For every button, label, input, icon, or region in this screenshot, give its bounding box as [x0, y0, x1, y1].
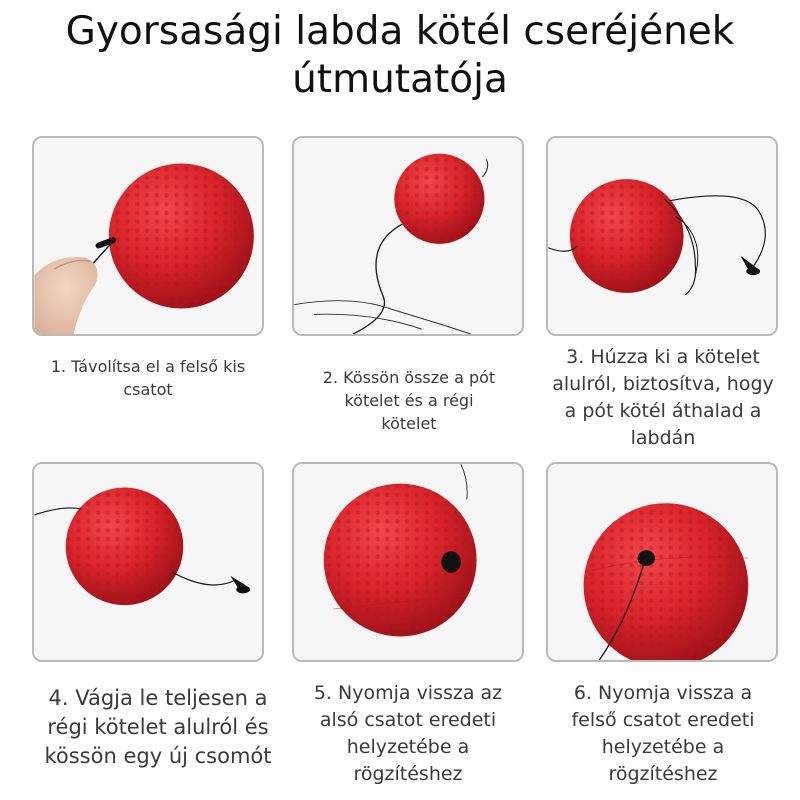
- step-1-image: [32, 136, 264, 336]
- step-4-caption: 4. Vágja le teljesen a régi kötelet alulról és kössön egy új csomót: [44, 686, 272, 768]
- step-3-caption: 3. Húzza ki a kötelet alulról, biztosítva, hogy a pót kötél áthalad a labdán: [552, 346, 774, 449]
- step-2-caption: 2. Kössön össze a pót kötelet és a régi kötelet: [322, 368, 496, 433]
- ball-with-bottom-clip-illustration: [294, 464, 522, 660]
- ball-with-tied-rope-illustration: [294, 138, 522, 334]
- step-5-caption: 5. Nyomja vissza az alsó csatot eredeti helyzetébe a rögzítéshez: [313, 682, 503, 785]
- step-6-image: [546, 462, 778, 662]
- ball-with-hand-illustration: [34, 138, 262, 334]
- step-3-image: [546, 136, 778, 336]
- title-line-1: Gyorsasági labda kötél cseréjének: [65, 9, 735, 54]
- step-2-image: [292, 136, 524, 336]
- step-4-image: [32, 462, 264, 662]
- page-title: [0, 8, 800, 104]
- ball-with-new-knot-illustration: [34, 464, 262, 660]
- step-1-caption: 1. Távolítsa el a felső kis csatot: [50, 357, 246, 399]
- ball-with-rope-pulled-through-illustration: [548, 138, 776, 334]
- step-6-caption: 6. Nyomja vissza a felső csatot eredeti helyzetébe a rögzítéshez: [571, 682, 755, 785]
- step-5-image: [292, 462, 524, 662]
- title-line-2: útmutatója: [292, 57, 508, 102]
- ball-with-top-clip-illustration: [548, 464, 776, 660]
